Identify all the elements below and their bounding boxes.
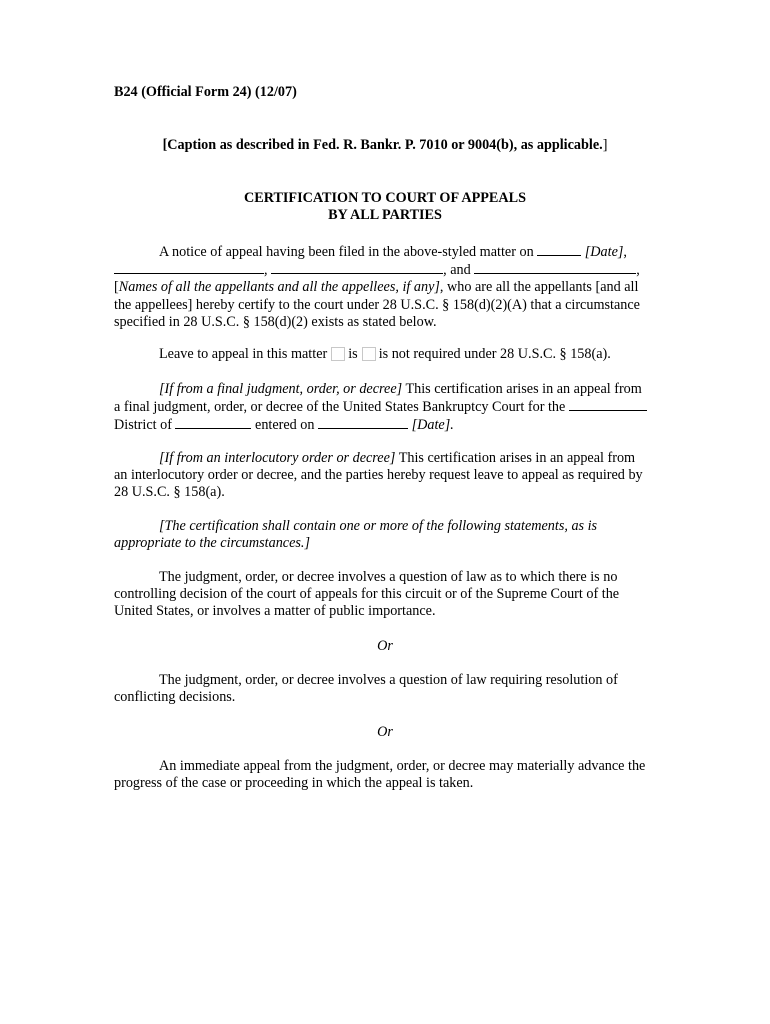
leave-suffix: is not required under 28 U.S.C. § 158(a).: [378, 346, 611, 362]
statement-3-line-1: An immediate appeal from the judgment, order, or decree may materially advance the: [159, 758, 646, 774]
statement-2: [114, 672, 659, 706]
date-placeholder: [Date]: [584, 244, 624, 260]
title-line-2: BY ALL PARTIES: [328, 207, 442, 224]
leave-prefix: Leave to appeal in this matter: [159, 346, 328, 362]
final-judgment-paragraph: [114, 381, 659, 435]
appellant-blank-3[interactable]: [474, 261, 636, 274]
caption-text: [Caption as described in Fed. R. Bankr. P. 7010 or 9004(b), as applicable.: [162, 137, 603, 153]
notice-line-5: specified in 28 U.S.C. § 158(d)(2) exists as stated below.: [114, 313, 437, 330]
punct: ,: [636, 262, 640, 279]
is-not-required-checkbox[interactable]: [362, 347, 376, 361]
notice-text-2: , who are all the appellants [and all: [439, 279, 639, 296]
statement-1-line-2: controlling decision of the court of appeals for this circuit or of the Supreme Court of the: [114, 586, 620, 603]
statement-2-line-2: conflicting decisions.: [114, 689, 236, 706]
appellant-blank-1[interactable]: [114, 261, 264, 274]
entered-date-blank[interactable]: [318, 416, 408, 429]
punct: ,: [623, 244, 627, 260]
final-label: [If from a final judgment, order, or decree]: [159, 381, 403, 397]
final-text: This certification arises in an appeal from: [405, 381, 642, 397]
statement-1: [114, 569, 659, 621]
leave-paragraph: [114, 346, 659, 363]
interlocutory-line-2: an interlocutory order or decree, and the parties hereby request leave to appeal as required by: [114, 467, 643, 484]
statement-2-line-1: The judgment, order, or decree involves a question of law requiring resolution of: [159, 672, 618, 688]
caption-bracket: ]: [602, 137, 608, 153]
names-placeholder: Names of all the appellants and all the appellees, if any]: [118, 279, 440, 296]
statement-1-line-3: United States, or involves a matter of public importance.: [114, 603, 436, 620]
district-blank[interactable]: [175, 416, 251, 429]
or-separator-2: Or: [377, 724, 393, 740]
form-identifier: B24 (Official Form 24) (12/07): [114, 84, 297, 100]
instruction-paragraph: [114, 518, 659, 552]
caption-instruction: [0, 137, 770, 154]
appellant-blank-2[interactable]: [271, 261, 443, 274]
date-blank[interactable]: [537, 243, 581, 256]
entered-date-placeholder: [Date].: [411, 417, 454, 434]
bracket: [: [114, 279, 119, 296]
court-district-blank[interactable]: [569, 398, 647, 411]
instruction-line-1: [The certification shall contain one or more of the following statements, as is: [159, 518, 598, 534]
interlocutory-line-3: 28 U.S.C. § 158(a).: [114, 484, 225, 501]
title-line-1: CERTIFICATION TO COURT OF APPEALS: [243, 190, 526, 206]
district-label: District of: [114, 417, 172, 434]
final-line-2: a final judgment, order, or decree of the United States Bankruptcy Court for the: [114, 399, 566, 416]
punct: ,: [264, 262, 268, 279]
notice-paragraph: [114, 243, 659, 331]
instruction-line-2: appropriate to the circumstances.]: [114, 535, 310, 552]
is-required-checkbox[interactable]: [331, 347, 345, 361]
entered-label: entered on: [255, 417, 315, 434]
statement-3-line-2: progress of the case or proceeding in which the appeal is taken.: [114, 775, 474, 792]
leave-is: is: [348, 346, 358, 362]
notice-line-4: the appellees] hereby certify to the court under 28 U.S.C. § 158(d)(2)(A) that a circumstance: [114, 296, 640, 313]
interlocutory-label: [If from an interlocutory order or decree]: [159, 450, 396, 466]
interlocutory-text: This certification arises in an appeal from: [398, 450, 636, 466]
document-title: [0, 190, 770, 224]
notice-text: A notice of appeal having been filed in the above-styled matter on: [159, 244, 534, 260]
or-separator-1: Or: [377, 638, 393, 654]
statement-1-line-1: The judgment, order, or decree involves a question of law as to which there is no: [159, 569, 618, 585]
and-text: , and: [443, 262, 471, 279]
interlocutory-paragraph: [114, 450, 659, 502]
statement-3: [114, 758, 659, 792]
